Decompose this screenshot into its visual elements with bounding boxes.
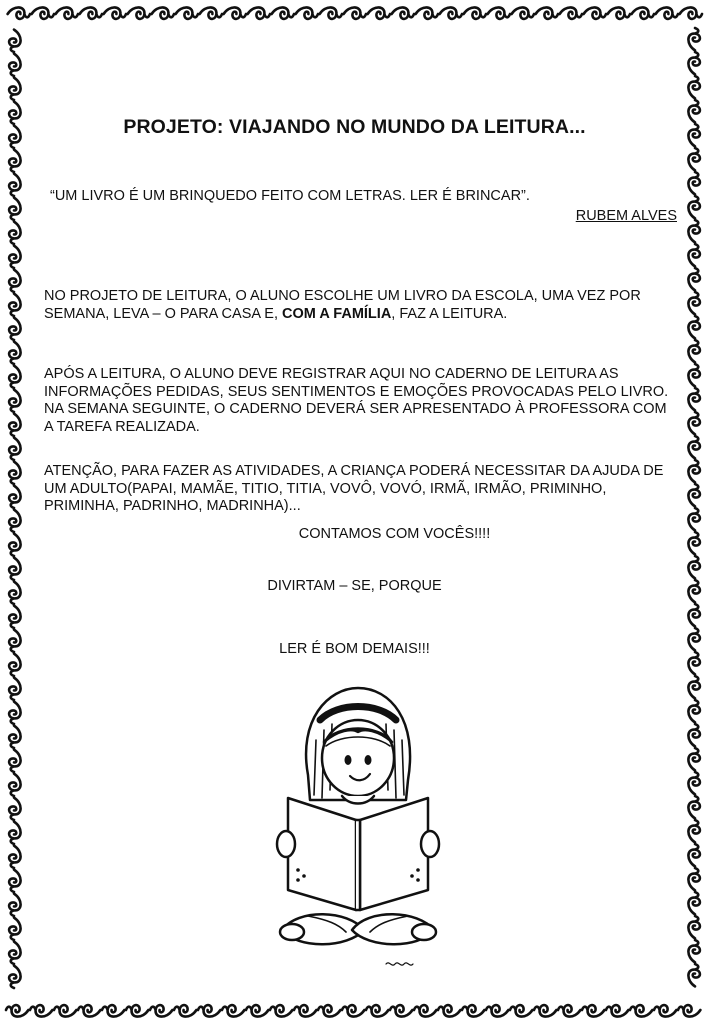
border-swirl xyxy=(248,7,270,19)
border-swirl xyxy=(270,1005,292,1017)
border-swirl xyxy=(9,822,21,844)
border-swirl xyxy=(688,940,700,962)
border-swirl xyxy=(9,270,21,292)
border-swirl xyxy=(9,582,21,604)
border-swirl xyxy=(688,820,700,842)
border-swirl xyxy=(30,1005,52,1017)
border-swirl xyxy=(9,798,21,820)
border-swirl xyxy=(688,196,700,218)
border-swirl xyxy=(392,7,414,19)
border-swirl xyxy=(688,604,700,626)
border-swirl xyxy=(688,796,700,818)
border-swirl xyxy=(246,1005,268,1017)
border-swirl xyxy=(688,100,700,122)
border-swirl xyxy=(9,510,21,532)
border-swirl xyxy=(9,726,21,748)
border-swirl xyxy=(222,1005,244,1017)
border-swirl xyxy=(54,1005,76,1017)
border-swirl xyxy=(688,652,700,674)
border-swirl xyxy=(688,244,700,266)
border-swirl xyxy=(9,486,21,508)
border-swirl xyxy=(688,340,700,362)
border-swirl xyxy=(606,1005,628,1017)
border-swirl xyxy=(102,1005,124,1017)
border-swirl xyxy=(688,292,700,314)
border-swirl xyxy=(688,964,700,986)
border-swirl xyxy=(344,7,366,19)
border-swirl xyxy=(9,462,21,484)
page-title: PROJETO: VIAJANDO NO MUNDO DA LEITURA... xyxy=(123,116,586,138)
border-swirl xyxy=(688,916,700,938)
border-swirl xyxy=(80,7,102,19)
border-swirl xyxy=(688,172,700,194)
border-swirl xyxy=(294,1005,316,1017)
border-swirl xyxy=(9,630,21,652)
border-swirl xyxy=(534,1005,556,1017)
border-swirl xyxy=(582,1005,604,1017)
border-swirl xyxy=(9,222,21,244)
border-swirl xyxy=(9,774,21,796)
border-swirl xyxy=(416,7,438,19)
border-swirl xyxy=(9,750,21,772)
closing-line-divirtam: DIVIRTAM – SE, PORQUE xyxy=(267,578,442,594)
border-swirl xyxy=(462,1005,484,1017)
border-swirl xyxy=(9,846,21,868)
border-swirl xyxy=(654,1005,676,1017)
border-swirl xyxy=(152,7,174,19)
border-swirl xyxy=(688,460,700,482)
border-swirl xyxy=(272,7,294,19)
border-swirl xyxy=(126,1005,148,1017)
border-swirl xyxy=(584,7,606,19)
border-swirl xyxy=(9,534,21,556)
border-swirl xyxy=(9,54,21,76)
paragraph-project-description xyxy=(44,288,674,323)
epigraph-quote: “UM LIVRO É UM BRINQUEDO FEITO COM LETRAS. LER É BRINCAR”. xyxy=(50,188,530,204)
border-swirl xyxy=(688,724,700,746)
border-swirl xyxy=(9,942,21,964)
border-swirl xyxy=(9,78,21,100)
border-swirl xyxy=(9,294,21,316)
border-swirl xyxy=(656,7,678,19)
border-swirl xyxy=(176,7,198,19)
border-swirl xyxy=(366,1005,388,1017)
border-swirl xyxy=(32,7,54,19)
closing-line-contamos: CONTAMOS COM VOCÊS!!!! xyxy=(298,526,491,542)
border-swirl xyxy=(9,438,21,460)
border-swirl xyxy=(9,342,21,364)
border-swirl xyxy=(9,870,21,892)
border-swirl xyxy=(688,28,700,50)
border-swirl xyxy=(296,7,318,19)
border-swirl xyxy=(688,868,700,890)
border-swirl xyxy=(688,892,700,914)
border-swirl xyxy=(320,7,342,19)
border-swirl xyxy=(198,1005,220,1017)
border-swirl xyxy=(9,558,21,580)
border-swirl xyxy=(488,7,510,19)
paragraph-1-end: , FAZ A LEITURA. xyxy=(391,305,508,322)
border-swirl xyxy=(9,198,21,220)
border-swirl xyxy=(688,844,700,866)
border-swirl xyxy=(688,76,700,98)
border-swirl xyxy=(688,628,700,650)
border-swirl xyxy=(9,102,21,124)
border-swirl xyxy=(688,124,700,146)
border-swirl xyxy=(688,748,700,770)
border-swirl xyxy=(688,316,700,338)
border-swirl xyxy=(688,52,700,74)
paragraph-attention: ATENÇÃO, PARA FAZER AS ATIVIDADES, A CRIANÇA PODERÁ NECESSITAR DA AJUDA DE UM ADULTO(PAPAI, MAMÃE, TITIO, TITIA, VOVÔ, VOVÓ, IRMÃ, IRMÃO, PRIMINHO, PRIMINHA, PADRINHO, MADRINHA)... xyxy=(44,463,664,514)
border-swirl xyxy=(128,7,150,19)
border-swirl xyxy=(678,1005,700,1017)
border-swirl xyxy=(688,772,700,794)
border-swirl xyxy=(9,678,21,700)
border-swirl xyxy=(440,7,462,19)
border-swirl xyxy=(9,366,21,388)
border-swirl xyxy=(318,1005,340,1017)
border-swirl xyxy=(9,918,21,940)
border-swirl xyxy=(9,654,21,676)
border-swirl xyxy=(9,606,21,628)
paragraph-1-text: NO PROJETO DE LEITURA, O ALUNO ESCOLHE UM LIVRO DA ESCOLA, UMA VEZ POR SEMANA, LEVA – O PARA CASA E, xyxy=(44,288,641,322)
border-swirl xyxy=(688,676,700,698)
border-swirl xyxy=(486,1005,508,1017)
paragraph-1-bold: COM A FAMÍLIA xyxy=(282,305,392,322)
border-swirl xyxy=(688,412,700,434)
border-swirl xyxy=(9,414,21,436)
border-swirl xyxy=(688,148,700,170)
border-swirl xyxy=(78,1005,100,1017)
border-swirl xyxy=(104,7,126,19)
border-swirl xyxy=(6,1005,28,1017)
border-swirl xyxy=(688,436,700,458)
border-swirl xyxy=(688,220,700,242)
border-swirl xyxy=(224,7,246,19)
border-swirl xyxy=(342,1005,364,1017)
border-swirl xyxy=(512,7,534,19)
border-swirl xyxy=(632,7,654,19)
border-swirl xyxy=(9,174,21,196)
border-swirl xyxy=(9,246,21,268)
border-swirl xyxy=(536,7,558,19)
paragraph-instructions: APÓS A LEITURA, O ALUNO DEVE REGISTRAR AQUI NO CADERNO DE LEITURA AS INFORMAÇÕES PEDIDAS, SEUS SENTIMENTOS E EMOÇÕES PROVOCADAS PELO LIVRO. NA SEMANA SEGUINTE, O CADERNO DEVERÁ SER APRESENTADO À PROFESSORA COM A TAREFA REALIZADA. xyxy=(44,366,669,435)
closing-line-ler: LER É BOM DEMAIS!!! xyxy=(279,641,430,657)
border-swirl xyxy=(9,150,21,172)
border-swirl xyxy=(56,7,78,19)
border-swirl xyxy=(438,1005,460,1017)
border-swirl xyxy=(688,700,700,722)
border-swirl xyxy=(174,1005,196,1017)
border-swirl xyxy=(9,318,21,340)
border-swirl xyxy=(9,966,21,988)
border-swirl xyxy=(688,556,700,578)
border-swirl xyxy=(414,1005,436,1017)
border-swirl xyxy=(9,390,21,412)
border-swirl xyxy=(9,30,21,52)
border-swirl xyxy=(688,364,700,386)
border-swirl xyxy=(8,7,30,19)
border-swirl xyxy=(368,7,390,19)
border-swirl xyxy=(688,484,700,506)
border-swirl xyxy=(630,1005,652,1017)
border-swirl xyxy=(558,1005,580,1017)
border-swirl xyxy=(688,388,700,410)
girl-reading-illustration xyxy=(268,680,448,980)
border-swirl xyxy=(9,894,21,916)
border-swirl xyxy=(390,1005,412,1017)
border-swirl xyxy=(9,702,21,724)
border-swirl xyxy=(688,580,700,602)
border-swirl xyxy=(150,1005,172,1017)
border-swirl xyxy=(200,7,222,19)
quote-author: RUBEM ALVES xyxy=(575,208,677,224)
border-swirl xyxy=(608,7,630,19)
border-swirl xyxy=(560,7,582,19)
border-swirl xyxy=(680,7,702,19)
border-swirl xyxy=(688,268,700,290)
border-swirl xyxy=(9,126,21,148)
border-swirl xyxy=(464,7,486,19)
border-swirl xyxy=(510,1005,532,1017)
